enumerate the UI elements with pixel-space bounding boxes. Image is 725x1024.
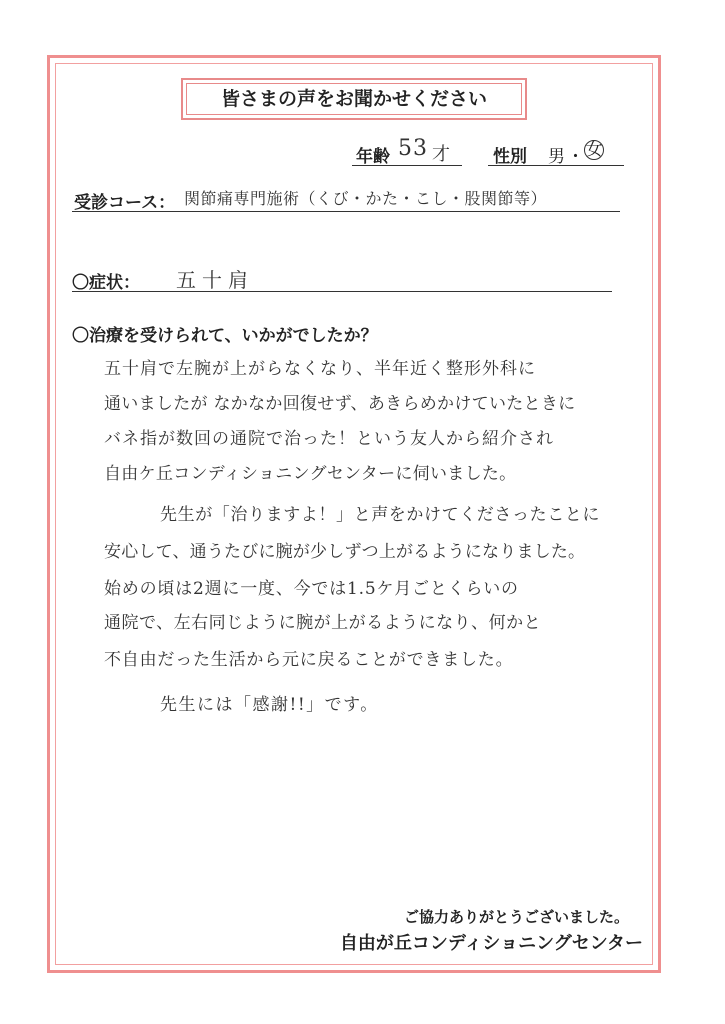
answer-line: 通院で、左右同じように腕が上がるようになり、何かと — [104, 613, 542, 633]
answer-line: 自由ケ丘コンディショニングセンターに伺いました。 — [104, 464, 517, 484]
answer-line: 安心して、通うたびに腕が少しずつ上がるようになりました。 — [104, 542, 586, 562]
course-label: 受診コース： — [74, 193, 176, 213]
age-underline — [352, 165, 462, 166]
symptom-value: 五十肩 — [176, 268, 254, 292]
gender-separator: ・ — [567, 147, 584, 167]
age-label: 年齢 — [356, 147, 390, 167]
symptom-underline — [72, 291, 612, 292]
age-value: 53 — [398, 136, 428, 161]
answer-line: 先生が「治りますよ！」と声をかけてくださったことに — [160, 505, 600, 525]
gender-option-male: 男 — [548, 147, 565, 167]
age-unit: 才 — [432, 144, 451, 165]
course-value: 関節痛専門施術（くび・かた・こし・股関節等） — [184, 189, 548, 208]
gender-underline — [488, 165, 624, 166]
page-title: 皆さまの声をお聞かせください — [186, 83, 522, 115]
answer-line: 始めの頃は2週に一度、今では1.5ケ月ごとくらいの — [104, 579, 519, 599]
answer-line: 五十肩で左腕が上がらなくなり、半年近く整形外科に — [104, 359, 536, 379]
gender-selected-circle: 女 — [585, 140, 603, 160]
question-label: 〇治療を受けられて、いかがでしたか？ — [72, 326, 378, 346]
gender-option-female — [584, 140, 604, 160]
answer-line: 通いましたが なかなか回復せず、あきらめかけていたときに — [104, 394, 576, 414]
answer-line: 先生には「感謝!!」です。 — [160, 695, 379, 715]
footer-thanks: ご協力ありがとうございました。 — [403, 908, 629, 926]
answer-line: バネ指が数回の通院で治った！という友人から紹介され — [104, 429, 554, 449]
footer-center-name: 自由が丘コンディショニングセンター — [339, 933, 643, 954]
gender-label: 性別 — [493, 147, 527, 167]
symptom-label: 〇症状： — [72, 273, 140, 293]
course-underline — [72, 211, 620, 212]
answer-line: 不自由だった生活から元に戻ることができました。 — [104, 650, 514, 670]
